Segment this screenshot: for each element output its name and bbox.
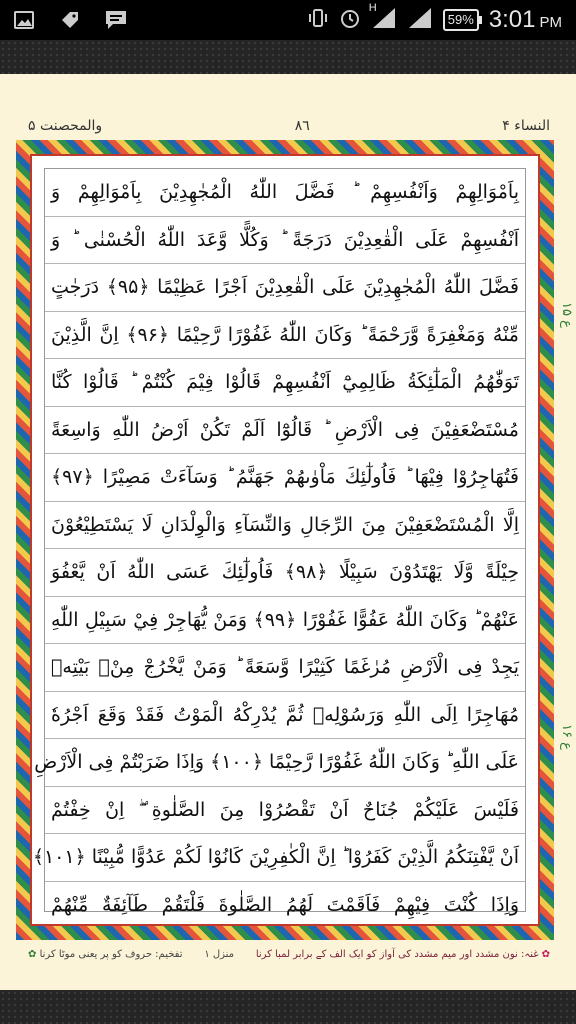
juz-label: والمحصنت ۵ [28, 118, 103, 134]
vibrate-icon [307, 7, 329, 33]
verse-line: مِّنْهُ وَمَغْفِرَةً وَّرَحْمَةً ؕ وَكَانَ اللّٰهُ غَفُوْرًا رَّحِيْمًا ﴿۹۶﴾ اِنَّ الَّذِيْنَ [45, 312, 525, 360]
page-number: ۸٦ [294, 118, 310, 134]
verse-line: اَنْ يَّفْتِنَكُمُ الَّذِيْنَ كَفَرُوْا ؕ اِنَّ الْكٰفِرِيْنَ كَانُوْا لَكُمْ عَدُوًّا مُّبِيْنًا ﴿۱۰۱﴾ [45, 834, 525, 882]
verse-line: حِيْلَةً وَّلَا يَهْتَدُوْنَ سَبِيْلًا ﴿۹۸﴾ فَاُولٰٓئِكَ عَسَى اللّٰهُ اَنْ يَّعْفُوَ [45, 549, 525, 597]
verse-line: تَوَفّٰهُمُ الْمَلٰٓئِكَةُ ظَالِمِيْٓ اَنْفُسِهِمْ قَالُوْا فِيْمَ كُنْتُمْ ؕ قَالُوْا كُنَّا [45, 359, 525, 407]
manzil-label: منزل ۱ [204, 948, 235, 960]
tafkheem-note: تفخیم: حروف کو پر یعنی موٹا کرنا ✿ [28, 949, 183, 960]
alarm-icon [339, 7, 361, 33]
page-header [28, 114, 550, 138]
chat-icon [104, 8, 128, 32]
notification-icons [12, 8, 128, 32]
top-toolbar-band [0, 40, 576, 74]
battery-icon [443, 9, 479, 31]
status-bar [0, 0, 576, 40]
page-footer [28, 942, 550, 966]
clock-time: 3:01 [488, 6, 536, 33]
ghunna-note: ✿ غنہ: نون مشدد اور میم مشدد کی آواز کو ایک الف کے برابر لمبا کرنا [256, 949, 550, 960]
verse-line: اِلَّا الْمُسْتَضْعَفِيْنَ مِنَ الرِّجَالِ وَالنِّسَآءِ وَالْوِلْدَانِ لَا يَسْتَطِيْعُوْنَ [45, 502, 525, 550]
ruku-marker-lower: ع ۱۶ [559, 724, 574, 750]
clock-ampm: PM [539, 14, 562, 31]
verse-line: وَاِذَا كُنْتَ فِيْهِمْ فَاَقَمْتَ لَهُمُ الصَّلٰوةَ فَلْتَقُمْ طَآئِفَةٌ مِّنْهُمْ [51, 893, 519, 916]
signal-icon [368, 2, 397, 34]
signal-icon [407, 6, 433, 34]
verse-area [32, 168, 526, 916]
verse-line: يَجِدْ فِى الْاَرْضِ مُرٰغَمًا كَثِيْرًا وَّسَعَةً ؕ وَمَنْ يَّخْرُجْ مِنْۢ بَيْتِهٖ [45, 644, 525, 692]
surah-label: النساء ۴ [502, 118, 550, 134]
network-type-label: H [368, 2, 377, 14]
verse-line: بِاَمْوَالِهِمْ وَاَنْفُسِهِمْ ؕ فَضَّلَ اللّٰهُ الْمُجٰهِدِيْنَ بِاَمْوَالِهِمْ وَ [45, 169, 525, 217]
verse-line: اَنْفُسِهِمْ عَلَى الْقٰعِدِيْنَ دَرَجَةً ؕ وَكُلًّا وَّعَدَ اللّٰهُ الْحُسْنٰى ؕ وَ [45, 217, 525, 265]
verse-line: فَضَّلَ اللّٰهُ الْمُجٰهِدِيْنَ عَلَى الْقٰعِدِيْنَ اَجْرًا عَظِيْمًا ﴿۹۵﴾ دَرَجٰتٍ [45, 264, 525, 312]
verse-line: مُسْتَضْعَفِيْنَ فِى الْاَرْضِ ؕ قَالُوْٓا اَلَمْ تَكُنْ اَرْضُ اللّٰهِ وَاسِعَةً [45, 407, 525, 455]
image-icon [12, 8, 36, 32]
ruku-marker-upper: ع ۱۵ [559, 302, 574, 328]
tag-icon [58, 8, 82, 32]
verse-line: عَلَى اللّٰهِ ؕ وَكَانَ اللّٰهُ غَفُوْرًا رَّحِيْمًا ﴿۱۰۰﴾ وَاِذَا ضَرَبْتُمْ فِى الْاَرْضِ [45, 739, 525, 787]
bottom-toolbar-band [0, 990, 576, 1024]
quran-page[interactable] [0, 74, 576, 990]
battery-level: 59% [447, 12, 474, 27]
decorative-border [16, 140, 554, 940]
verse-line: عَنْهُمْ ؕ وَكَانَ اللّٰهُ عَفُوًّا غَفُوْرًا ﴿۹۹﴾ وَمَنْ يُّهَاجِرْ فِيْ سَبِيْلِ اللّٰهِ [45, 597, 525, 645]
verse-line: فَتُهَاجِرُوْا فِيْهَا ؕ فَاُولٰٓئِكَ مَاْوٰىهُمْ جَهَنَّمُ ؕ وَسَآءَتْ مَصِيْرًا ﴿۹۷﴾ [45, 454, 525, 502]
verse-line: فَلَيْسَ عَلَيْكُمْ جُنَاحٌ اَنْ تَقْصُرُوْا مِنَ الصَّلٰوةِ ۖ اِنْ خِفْتُمْ [45, 787, 525, 835]
verse-line: مُهَاجِرًا اِلَى اللّٰهِ وَرَسُوْلِهٖ ثُمَّ يُدْرِكْهُ الْمَوْتُ فَقَدْ وَقَعَ اَجْرُهٗ [45, 692, 525, 740]
system-indicators [307, 2, 562, 34]
clock [489, 6, 562, 34]
